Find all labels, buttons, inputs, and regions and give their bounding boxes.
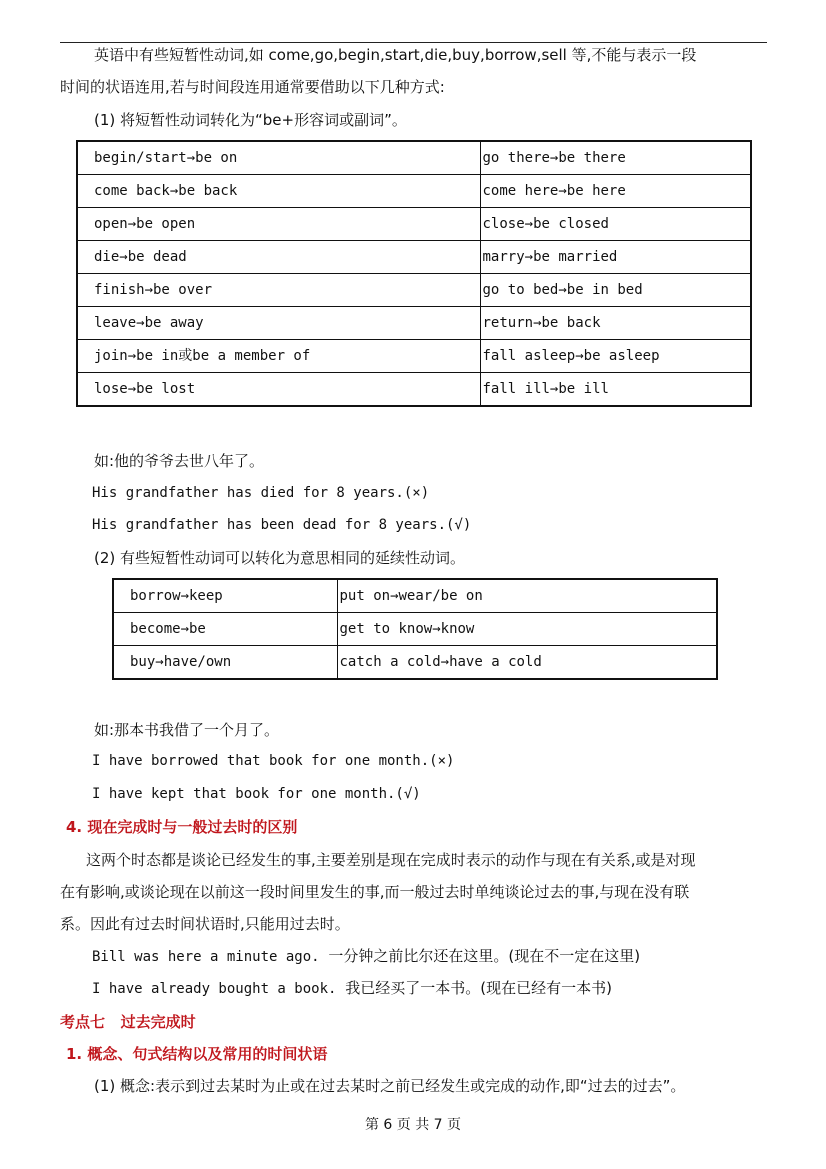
table-cell: close→be closed [480,208,751,241]
table-row [113,579,717,613]
example-english: Bill was here a minute ago. [92,949,320,965]
point-2: (2) 有些短暂性动词可以转化为意思相同的延续性动词。 [94,549,466,567]
table-cell: borrow→keep [113,579,337,613]
table-cell: finish→be over [77,274,480,307]
kaodian-concept: (1) 概念:表示到过去某时为止或在过去某时之前已经发生或完成的动作,即“过去的过去”。 [94,1077,686,1095]
section-4-example-1 [92,946,640,967]
page-footer: 第 6 页 共 7 页 [364,1117,462,1133]
conversion-table-1 [76,140,752,407]
table-row [77,141,751,175]
table-row [77,175,751,208]
example-english: I have already bought a book. [92,981,337,997]
example-chinese: 一分钟之前比尔还在这里。(现在不一定在这里) [328,947,641,965]
table-cell: die→be dead [77,241,480,274]
kaodian-heading: 考点七 过去完成时 [60,1013,196,1031]
kaodian-subheading: 1. 概念、句式结构以及常用的时间状语 [66,1045,328,1063]
table-row [77,274,751,307]
example-1-chinese: 如:他的爷爷去世八年了。 [94,452,265,470]
table-cell: marry→be married [480,241,751,274]
table-row [77,340,751,373]
example-2-wrong: I have borrowed that book for one month.(×) [92,753,455,769]
table-cell: open→be open [77,208,480,241]
table-row [77,373,751,407]
section-4-paragraph-1: 这两个时态都是谈论已经发生的事,主要差别是现在完成时表示的动作与现在有关系,或是对现 [86,851,696,869]
intro-line-1: 英语中有些短暂性动词,如 come,go,begin,start,die,buy,borrow,sell 等,不能与表示一段 [94,46,697,64]
section-4-paragraph-3: 系。因此有过去时间状语时,只能用过去时。 [60,915,350,933]
table-cell: return→be back [480,307,751,340]
example-chinese: 我已经买了一本书。(现在已经有一本书) [345,979,612,997]
conversion-table-2 [112,578,718,680]
example-2-right: I have kept that book for one month.(√) [92,786,421,802]
section-4-example-2 [92,978,612,999]
table-row [77,208,751,241]
table-row [77,241,751,274]
example-1-wrong: His grandfather has died for 8 years.(×) [92,485,430,501]
table-row [77,307,751,340]
example-1-right: His grandfather has been dead for 8 years.(√) [92,517,472,533]
table-cell: lose→be lost [77,373,480,407]
table-cell: catch a cold→have a cold [337,646,717,680]
table-cell: go to bed→be in bed [480,274,751,307]
table-cell: join→be in或be a member of [77,340,480,373]
header-rule [60,42,767,43]
table-cell: go there→be there [480,141,751,175]
example-2-chinese: 如:那本书我借了一个月了。 [94,721,280,739]
table-cell: get to know→know [337,613,717,646]
section-4-heading: 4. 现在完成时与一般过去时的区别 [66,818,298,836]
table-cell: buy→have/own [113,646,337,680]
table-cell: leave→be away [77,307,480,340]
table-cell: come here→be here [480,175,751,208]
table-cell: come back→be back [77,175,480,208]
table-row [113,613,717,646]
table-cell: fall asleep→be asleep [480,340,751,373]
section-4-paragraph-2: 在有影响,或谈论现在以前这一段时间里发生的事,而一般过去时单纯谈论过去的事,与现在没有联 [60,883,690,901]
intro-line-2: 时间的状语连用,若与时间段连用通常要借助以下几种方式: [60,78,445,96]
table-cell: become→be [113,613,337,646]
point-1: (1) 将短暂性动词转化为“be+形容词或副词”。 [94,111,407,129]
table-cell: fall ill→be ill [480,373,751,407]
table-cell: put on→wear/be on [337,579,717,613]
table-row [113,646,717,680]
table-cell: begin/start→be on [77,141,480,175]
